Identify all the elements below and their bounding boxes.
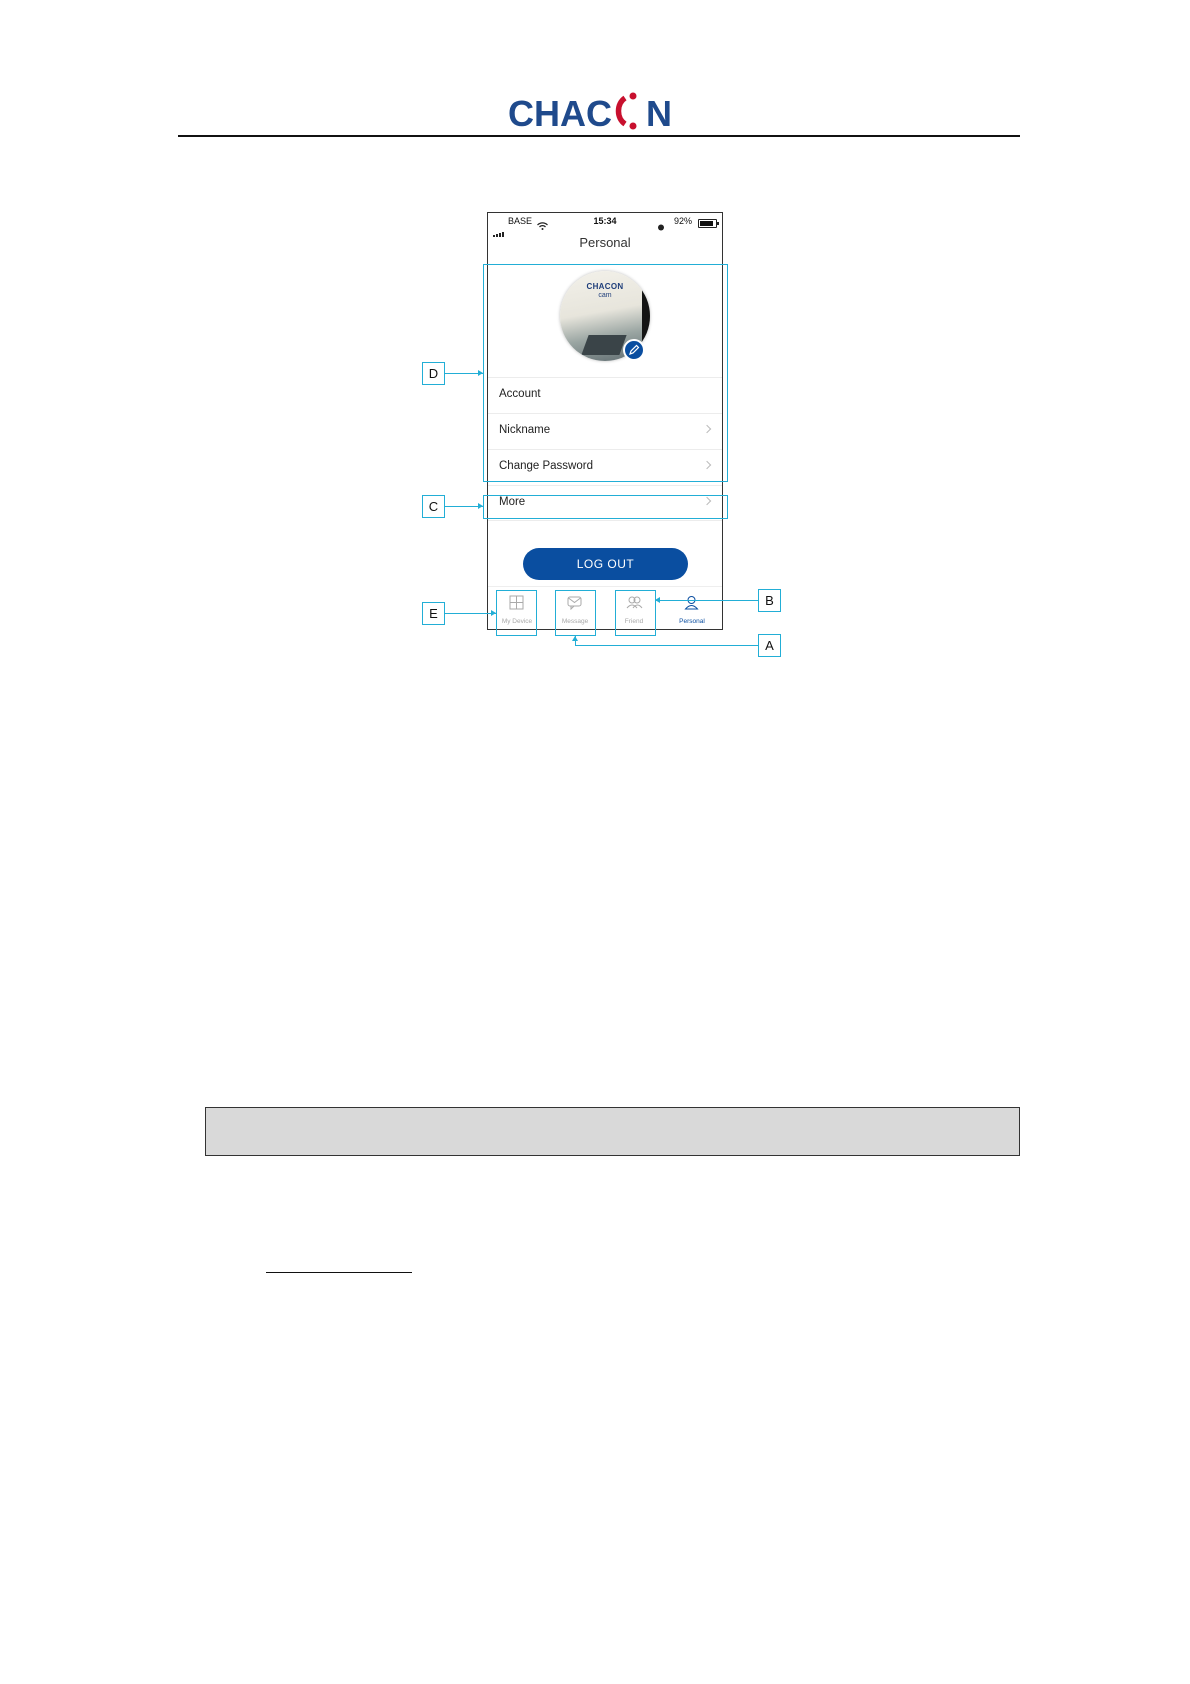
callout-box-b	[615, 590, 656, 636]
callout-label-a: A	[758, 634, 781, 657]
callout-leader-e	[445, 613, 496, 614]
person-icon	[684, 595, 699, 610]
tab-personal[interactable]	[663, 587, 721, 630]
chacon-logo	[0, 88, 1190, 132]
callout-box-c	[483, 495, 728, 519]
arrow-head-icon	[478, 503, 483, 509]
screen-title: Personal	[579, 235, 631, 250]
tab-label: Friend	[624, 618, 644, 625]
menu-label: Account	[499, 388, 541, 400]
menu-label: Nickname	[499, 424, 551, 436]
status-carrier: BASE	[508, 216, 533, 226]
menu-label: More	[499, 496, 526, 508]
avatar-sub-text: cam	[598, 292, 612, 299]
header-divider	[178, 135, 1020, 137]
battery-icon	[698, 219, 717, 228]
callout-leader-b	[656, 600, 758, 601]
callout-leader-a	[575, 645, 758, 646]
arrow-head-icon	[655, 597, 660, 603]
note-bar	[205, 1107, 1020, 1156]
arrow-head-icon	[491, 610, 496, 616]
arrow-head-icon	[478, 370, 483, 376]
svg-text:CHAC: CHAC	[507, 93, 612, 132]
callout-label-b: B	[758, 589, 781, 612]
callout-box-a	[555, 590, 596, 636]
tab-label: Message	[561, 618, 589, 625]
callout-box-d	[483, 264, 728, 482]
alarm-icon	[657, 218, 665, 236]
callout-box-e	[496, 590, 537, 636]
tab-label: Personal	[679, 618, 705, 625]
avatar-logo-text: CHACON	[586, 282, 624, 291]
status-battery-percent: 92%	[673, 216, 692, 226]
callout-label-e: E	[422, 602, 445, 625]
callout-label-d: D	[422, 362, 445, 385]
logout-button[interactable]: LOG OUT	[523, 548, 688, 580]
status-time: 15:34	[593, 216, 617, 226]
callout-label-c: C	[422, 495, 445, 518]
menu-label: Change Password	[499, 460, 593, 472]
arrow-head-icon	[572, 636, 578, 641]
tab-label: My Device	[501, 618, 533, 625]
svg-text:N: N	[645, 93, 672, 132]
short-divider	[266, 1272, 412, 1273]
